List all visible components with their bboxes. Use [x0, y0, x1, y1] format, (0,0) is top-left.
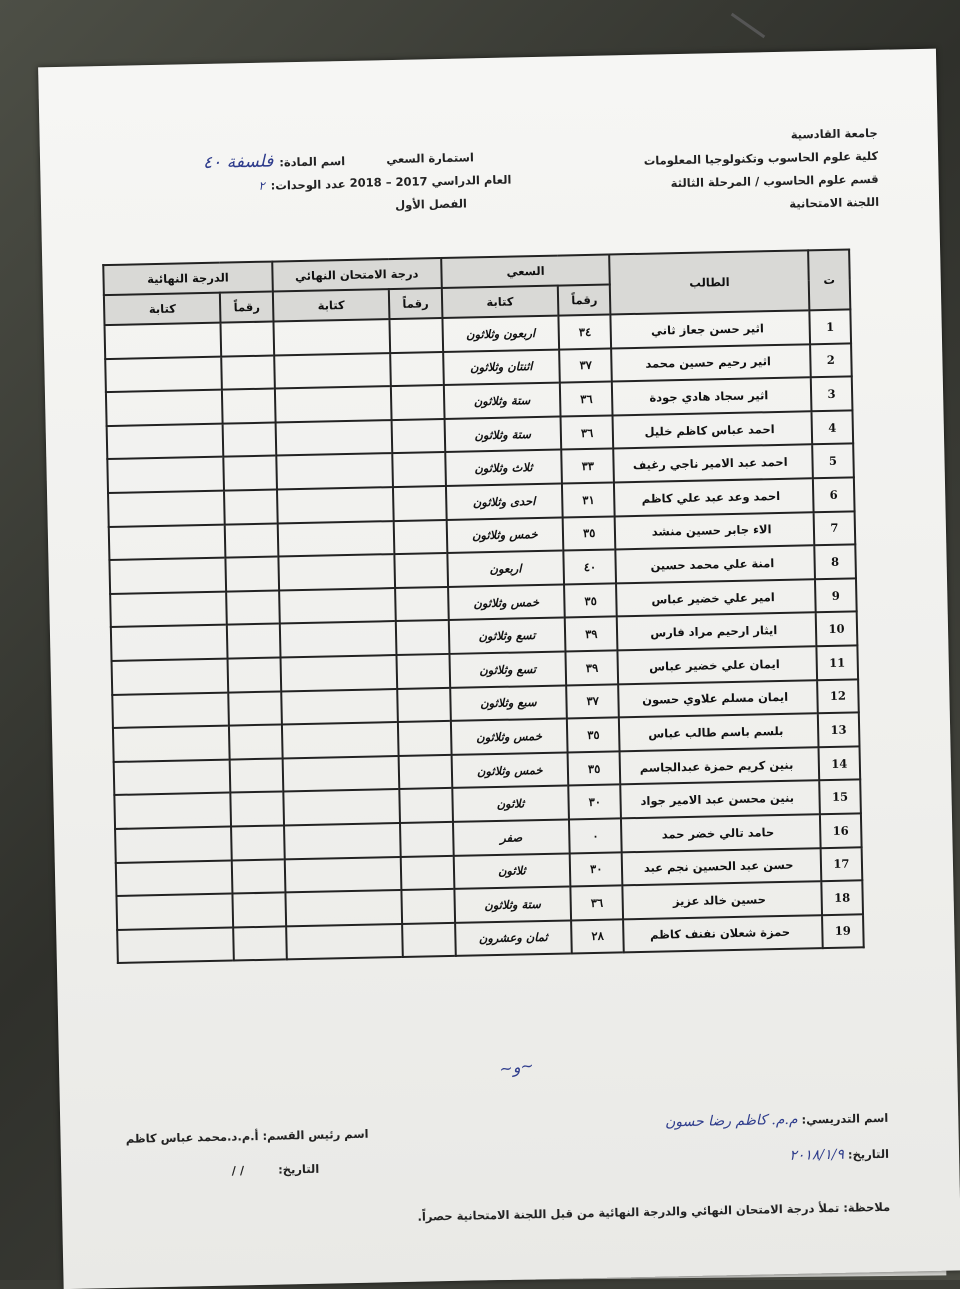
effort-digits: ٣٧ [559, 348, 612, 383]
effort-digits: ٣٦ [570, 885, 623, 920]
student-name: ايمان علي خضير عباس [618, 646, 817, 684]
teacher-signature: ~ﻭ~ [498, 1055, 535, 1079]
effort-words: صفر [453, 819, 570, 855]
row-number: 16 [820, 813, 862, 847]
exam-digits [390, 352, 443, 387]
effort-words: ثمان وعشرون [455, 920, 572, 956]
final-words [113, 726, 230, 762]
student-name: احمد عباس كاظم خليل [613, 411, 812, 449]
student-name: اثير سجاد هادي جودة [612, 377, 811, 415]
col-final-grade: الدرجة النهائية [103, 262, 272, 296]
exam-words [277, 487, 394, 523]
exam-words [281, 689, 398, 725]
final-words [107, 423, 224, 459]
final-words [116, 894, 233, 930]
row-number: 12 [817, 679, 859, 713]
exam-words [282, 756, 399, 792]
footer-note: ملاحظة: تملأ درجة الامتحان النهائي والدرجة النهائية من قبل اللجنة الامتحانية حصراً. [417, 1199, 891, 1224]
sub-digits: رقماً [389, 288, 442, 319]
student-name: حامد تالي خضر حمد [621, 814, 820, 852]
effort-words: ثلاث وثلاثون [445, 450, 562, 486]
final-words [109, 558, 226, 594]
date-value: ٢٠١٨/١/٩ [789, 1146, 845, 1164]
final-words [115, 826, 232, 862]
effort-words: سبع وثلاثون [450, 685, 567, 721]
table-body [105, 309, 864, 963]
exam-digits [402, 889, 455, 924]
student-name: حمزة شعلان نفنف كاظم [624, 915, 823, 953]
student-name: ايمان مسلم علاوي حسون [619, 680, 818, 718]
row-number: 7 [814, 511, 856, 545]
subject-label: اسم المادة: [279, 153, 346, 170]
student-name: ايثار ارحيم مراد فارس [617, 613, 816, 651]
student-name: بنين محسن عبد الامير جواد [621, 781, 820, 819]
academic-year: العام الدراسي 2017 – 2018 [349, 172, 512, 190]
effort-digits: ٣١ [562, 482, 615, 517]
exam-digits [398, 721, 451, 756]
final-digits [234, 926, 287, 961]
exam-digits [399, 788, 452, 823]
row-number: 3 [811, 377, 853, 411]
head-date-line [232, 1162, 320, 1178]
head-name: أ.م.د.محمد عباس كاظم [125, 1129, 259, 1146]
exam-words [278, 554, 395, 590]
effort-digits: ٣٥ [568, 751, 621, 786]
effort-digits: ٣٦ [560, 382, 613, 417]
exam-words [283, 789, 400, 825]
final-digits [223, 422, 276, 457]
final-words [105, 323, 222, 359]
exam-words [275, 420, 392, 456]
effort-words: خمس وثلاثون [451, 719, 568, 755]
exam-words [282, 722, 399, 758]
exam-words [286, 924, 403, 960]
student-name: بلسم باسم طالب عباس [619, 713, 818, 751]
effort-words: ثلاثون [453, 853, 570, 889]
department-name: قسم علوم الحاسوب / المرحلة الثالثة [670, 171, 879, 191]
effort-words: اربعون وثلاثون [442, 316, 559, 352]
final-digits [229, 725, 282, 760]
student-name: امير علي خضير عباس [616, 579, 815, 617]
teacher-label: اسم التدريسي: [801, 1110, 889, 1127]
exam-digits [400, 822, 453, 857]
college-name: كلية علوم الحاسوب وتكنولوجيا المعلومات [643, 148, 879, 168]
final-words [117, 927, 234, 963]
head-date-value: / / [231, 1163, 245, 1178]
effort-words: خمس وثلاثون [451, 752, 568, 788]
effort-words: ستة وثلاثون [444, 416, 561, 452]
committee-name: اللجنة الامتحانية [789, 194, 880, 211]
row-number: 18 [821, 880, 863, 914]
row-number: 19 [822, 914, 864, 948]
teacher-line [665, 1110, 889, 1131]
final-digits [222, 355, 275, 390]
final-digits [232, 859, 285, 894]
exam-digits [393, 486, 446, 521]
final-words [116, 860, 233, 896]
final-digits [229, 691, 282, 726]
sub-words: كتابة [273, 289, 390, 321]
student-name: امنة علي محمد حسين [616, 545, 815, 583]
final-words [112, 692, 229, 728]
university-name: جامعة القادسية [790, 125, 878, 142]
effort-digits: ٢٨ [571, 919, 624, 954]
col-index: ت [808, 249, 850, 310]
exam-words [278, 521, 395, 557]
exam-digits [390, 318, 443, 353]
final-digits [221, 322, 274, 357]
effort-digits: ٣٩ [565, 650, 618, 685]
row-number: 15 [819, 780, 861, 814]
exam-digits [392, 419, 445, 454]
student-name: احمد وعد عبد علي كاظم [614, 478, 813, 516]
exam-words [273, 319, 390, 355]
exam-words [284, 823, 401, 859]
effort-digits: ٣٦ [561, 415, 614, 450]
final-digits [222, 389, 275, 424]
exam-digits [395, 587, 448, 622]
student-name: حسين خالد عزيز [623, 881, 822, 919]
exam-words [280, 621, 397, 657]
head-line [126, 1127, 369, 1146]
effort-digits: ٣٧ [566, 684, 619, 719]
exam-words [279, 588, 396, 624]
sub-digits: رقماً [558, 284, 611, 315]
sub-digits: رقماً [220, 292, 273, 323]
effort-digits: ٣٣ [561, 449, 614, 484]
final-digits [231, 792, 284, 827]
final-words [106, 390, 223, 426]
row-number: 1 [809, 309, 851, 343]
final-digits [230, 758, 283, 793]
exam-words [275, 386, 392, 422]
row-number: 9 [815, 578, 857, 612]
exam-words [280, 655, 397, 691]
exam-words [274, 353, 391, 389]
final-words [107, 457, 224, 493]
final-digits [231, 825, 284, 860]
exam-digits [394, 520, 447, 555]
final-digits [228, 657, 281, 692]
date-label: التاريخ: [847, 1146, 890, 1162]
form-header [330, 145, 531, 218]
exam-digits [391, 385, 444, 420]
final-digits [224, 489, 277, 524]
final-digits [226, 557, 279, 592]
teacher-date-line [789, 1146, 889, 1164]
effort-digits: ٠ [569, 818, 622, 853]
row-number: 6 [813, 477, 855, 511]
effort-words: تسع وثلاثون [449, 651, 566, 687]
head-label: اسم رئيس القسم: [262, 1126, 369, 1143]
exam-digits [395, 553, 448, 588]
row-number: 17 [821, 847, 863, 881]
student-name: حسن عبد الحسين نجم عبد [622, 848, 821, 886]
effort-words: ثلاثون [452, 786, 569, 822]
student-name: اثير رحيم حسين محمد [612, 344, 811, 382]
institution-header [643, 122, 879, 219]
final-words [112, 658, 229, 694]
sub-words: كتابة [441, 286, 558, 318]
grades-table [102, 248, 865, 964]
final-digits [226, 590, 279, 625]
exam-digits [396, 620, 449, 655]
teacher-name: م.م. كاظم رضا حسون [664, 1111, 798, 1131]
effort-words: خمس وثلاثون [448, 584, 565, 620]
exam-digits [401, 855, 454, 890]
student-name: بنين كريم حمزة عبدالجاسم [620, 747, 819, 785]
effort-digits: ٣٩ [565, 617, 618, 652]
final-words [114, 759, 231, 795]
effort-digits: ٣٠ [570, 852, 623, 887]
units-label: عدد الوحدات: [270, 176, 346, 193]
col-effort: السعي [441, 254, 610, 288]
semester: الفصل الأول [395, 196, 468, 212]
effort-words: ستة وثلاثون [454, 887, 571, 923]
student-name: اثير حسن جعاز ثاني [611, 310, 810, 348]
document-sheet [38, 49, 960, 1289]
col-final-exam: درجة الامتحان النهائي [272, 258, 441, 292]
subject-header [95, 149, 346, 201]
exam-words [276, 453, 393, 489]
effort-words: احدى وثلاثون [446, 483, 563, 519]
final-digits [225, 523, 278, 558]
sub-words: كتابة [104, 293, 221, 325]
effort-digits: ٤٠ [563, 550, 616, 585]
row-number: 13 [818, 712, 860, 746]
row-number: 5 [812, 444, 854, 478]
effort-digits: ٣٥ [563, 516, 616, 551]
head-date-label: التاريخ: [277, 1161, 320, 1177]
row-number: 4 [811, 410, 853, 444]
effort-digits: ٣٥ [567, 717, 620, 752]
exam-digits [399, 755, 452, 790]
effort-words: ستة وثلاثون [443, 383, 560, 419]
exam-digits [397, 687, 450, 722]
final-digits [224, 456, 277, 491]
col-student: الطالب [610, 250, 810, 314]
student-name: احمد عبد الامير ناجي رغيف [614, 445, 813, 483]
effort-words: تسع وثلاثون [448, 618, 565, 654]
effort-digits: ٣٤ [558, 314, 611, 349]
final-digits [227, 624, 280, 659]
exam-digits [392, 452, 445, 487]
student-name: الاء جابر حسين منشد [615, 512, 814, 550]
exam-words [285, 856, 402, 892]
effort-digits: ٣٥ [564, 583, 617, 618]
row-number: 11 [816, 645, 858, 679]
final-words [105, 356, 222, 392]
exam-digits [402, 923, 455, 958]
final-words [108, 491, 225, 527]
final-words [114, 793, 231, 829]
row-number: 10 [816, 612, 858, 646]
subject-value: فلسفة ٤٠ [202, 151, 274, 173]
units-value: ٢ [258, 178, 265, 193]
exam-words [285, 890, 402, 926]
final-words [109, 524, 226, 560]
effort-words: اثنتان وثلاثون [443, 349, 560, 385]
final-words [110, 591, 227, 627]
effort-words: اربعون [447, 551, 564, 587]
effort-digits: ٣٠ [568, 785, 621, 820]
final-words [111, 625, 228, 661]
final-digits [233, 893, 286, 928]
form-title: استمارة السعي [386, 150, 474, 167]
row-number: 8 [814, 545, 856, 579]
row-number: 2 [810, 343, 852, 377]
exam-digits [397, 654, 450, 689]
row-number: 14 [818, 746, 860, 780]
effort-words: خمس وثلاثون [446, 517, 563, 553]
